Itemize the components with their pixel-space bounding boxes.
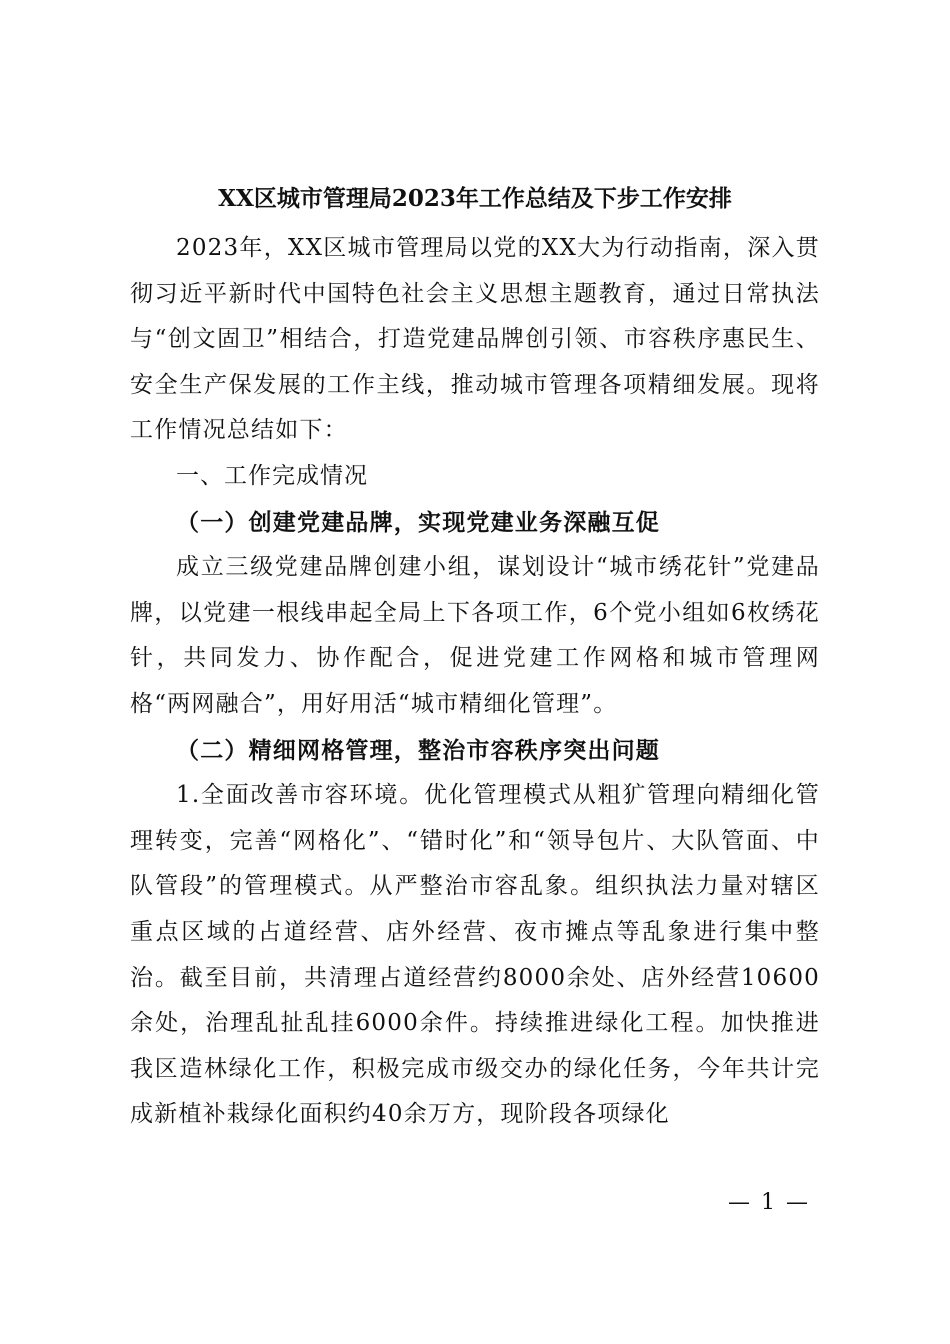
intro-paragraph: 2023年，XX区城市管理局以党的XX大为行动指南，深入贯彻习近平新时代中国特色社会主义思想主题教育，通过日常执法与“创文固卫”相结合，打造党建品牌创引领、市容秩序惠民生、安全生产保发展的工作主线，推动城市管理各项精细发展。现将工作情况总结如下： <box>130 235 820 444</box>
subsection-heading-2: （二）精细网格管理，整治市容秩序突出问题 <box>176 736 660 764</box>
document-body <box>130 226 820 1138</box>
page-number: — 1 — <box>728 1190 810 1215</box>
document-title: XX区城市管理局2023年工作总结及下步工作安排 <box>218 185 732 212</box>
subsection-1-paragraph: 成立三级党建品牌创建小组，谋划设计“城市绣花针”党建品牌，以党建一根线串起全局上下各项工作，6个党小组如6枚绣花针，共同发力、协作配合，促进党建工作网格和城市管理网格“两网融合”，用好用活“城市精细化管理”。 <box>130 554 820 717</box>
subsection-2-paragraph: 1.全面改善市容环境。优化管理模式从粗犷管理向精细化管理转变，完善“网格化”、“错时化”和“领导包片、大队管面、中队管段”的管理模式。从严整治市容乱象。组织执法力量对辖区重点区域的占道经营、店外经营、夜市摊点等乱象进行集中整治。截至目前，共清理占道经营约8000余处、店外经营10600余处，治理乱扯乱挂6000余件。持续推进绿化工程。加快推进我区造林绿化工作，积极完成市级交办的绿化任务，今年共计完成新植补栽绿化面积约40余万方，现阶段各项绿化 <box>130 782 820 1128</box>
section-heading-1: 一、工作完成情况 <box>176 462 368 489</box>
subsection-heading-1: （一）创建党建品牌，实现党建业务深融互促 <box>176 508 660 536</box>
